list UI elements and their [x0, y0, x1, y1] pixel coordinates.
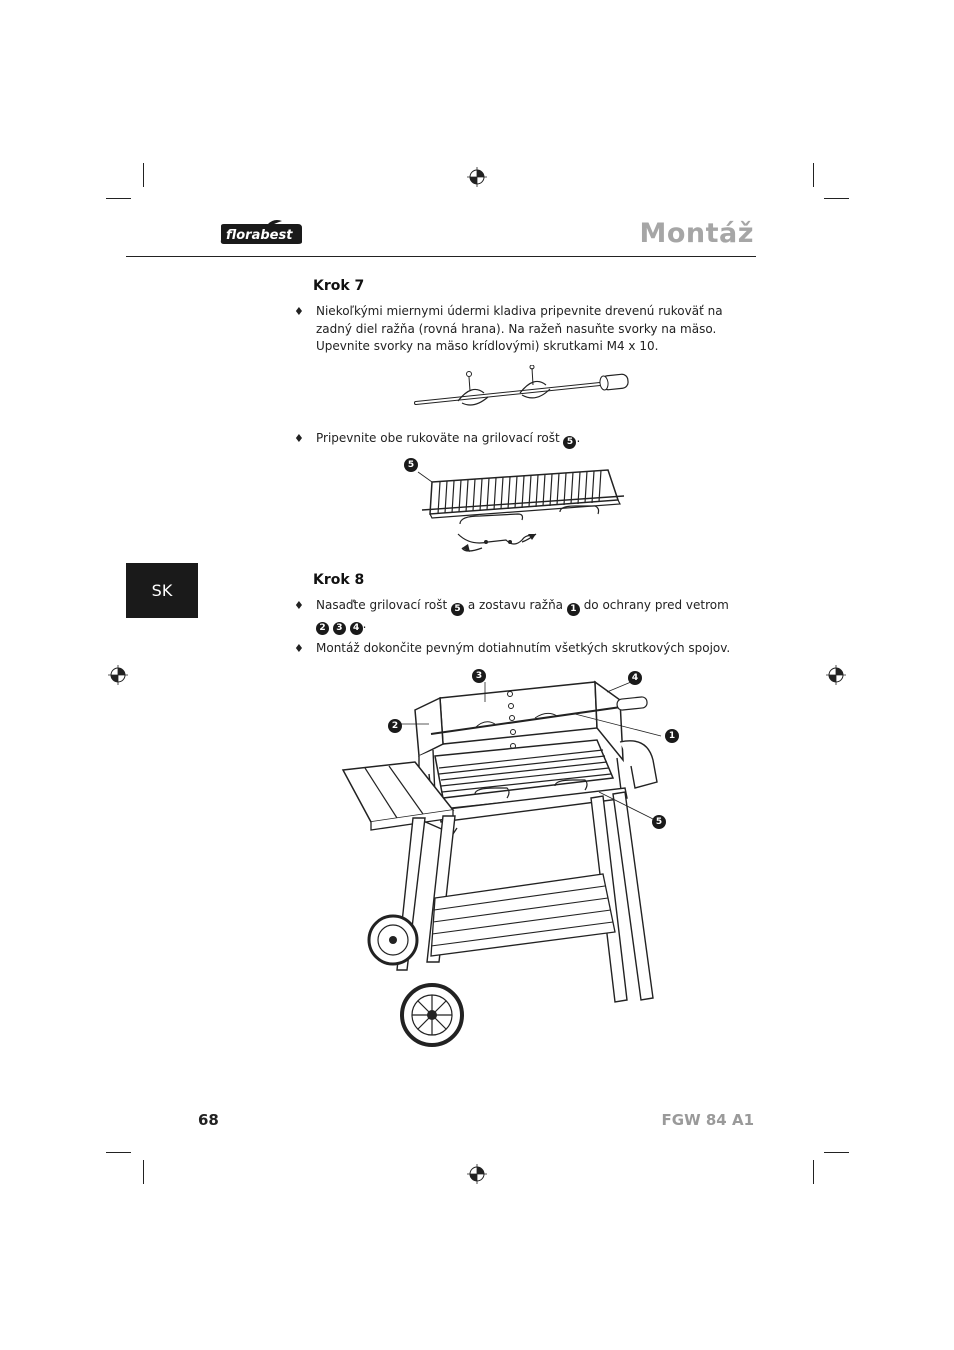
step8-text-2: a zostavu ražňa — [467, 598, 564, 612]
part-callout-3: 3 — [472, 669, 486, 683]
crop-mark — [813, 163, 814, 187]
step7-heading: Krok 7 — [313, 278, 365, 294]
bullet-icon: ♦ — [294, 305, 304, 318]
registration-mark-icon — [467, 167, 487, 187]
spit-illustration — [410, 365, 635, 413]
part-ref-badge: 5 — [563, 436, 576, 449]
part-ref-badge: 1 — [567, 603, 580, 616]
crop-mark — [813, 1160, 814, 1184]
crop-mark — [824, 1152, 849, 1153]
crop-mark — [106, 198, 131, 199]
model-number: FGW 84 A1 — [661, 1111, 754, 1129]
language-tab — [126, 563, 198, 618]
part-callout-4: 4 — [628, 671, 642, 685]
crop-mark — [106, 1152, 131, 1153]
period: . — [576, 431, 581, 445]
florabest-logo — [218, 220, 304, 246]
grill-assembly-illustration — [335, 670, 680, 1055]
registration-mark-icon — [467, 1164, 487, 1184]
step7-instruction-2-text: Pripevnite obe rukoväte na grilovací rošt — [316, 431, 560, 445]
registration-mark-icon — [108, 665, 128, 685]
part-callout-5: 5 — [652, 815, 666, 829]
part-callout: 5 — [404, 458, 418, 472]
crop-mark — [143, 1160, 144, 1184]
language-tab-label: SK — [151, 581, 173, 600]
step8-instruction-1 — [316, 597, 736, 635]
crop-mark — [824, 198, 849, 199]
part-ref-badge: 5 — [451, 603, 464, 616]
part-ref-badge: 4 — [350, 622, 363, 635]
part-callout-1: 1 — [665, 729, 679, 743]
step8-instruction-2: Montáž dokončite pevným dotiahnutím všetkých skrutkových spojov. — [316, 641, 731, 655]
step8-text-3: do ochrany pred vetrom — [583, 598, 729, 612]
grill-grate-illustration — [410, 460, 630, 555]
step8-text-1: Nasaďte grilovací rošt — [316, 598, 448, 612]
part-callout-2: 2 — [388, 719, 402, 733]
bullet-icon: ♦ — [294, 432, 304, 445]
page-title: Montáž — [639, 218, 754, 249]
bullet-icon: ♦ — [294, 599, 304, 612]
svg-text:florabest: florabest — [226, 228, 293, 243]
step7-instruction-2 — [316, 430, 736, 449]
header-divider — [126, 256, 756, 257]
step8-heading: Krok 8 — [313, 572, 365, 588]
part-ref-badge: 3 — [333, 622, 346, 635]
crop-mark — [143, 163, 144, 187]
step7-instruction-1: Niekoľkými miernymi údermi kladiva pripevnite drevenú rukoväť na zadný diel ražňa (rovná hrana). Na ražeň nasuňte svorky na mäso. Upevnite svorky na mäso krídlovými) skrutkami M4 x 10. — [316, 304, 723, 353]
registration-mark-icon — [826, 665, 846, 685]
page-number: 68 — [198, 1111, 219, 1129]
period: . — [362, 617, 367, 631]
bullet-icon: ♦ — [294, 642, 304, 655]
part-ref-badge: 2 — [316, 622, 329, 635]
